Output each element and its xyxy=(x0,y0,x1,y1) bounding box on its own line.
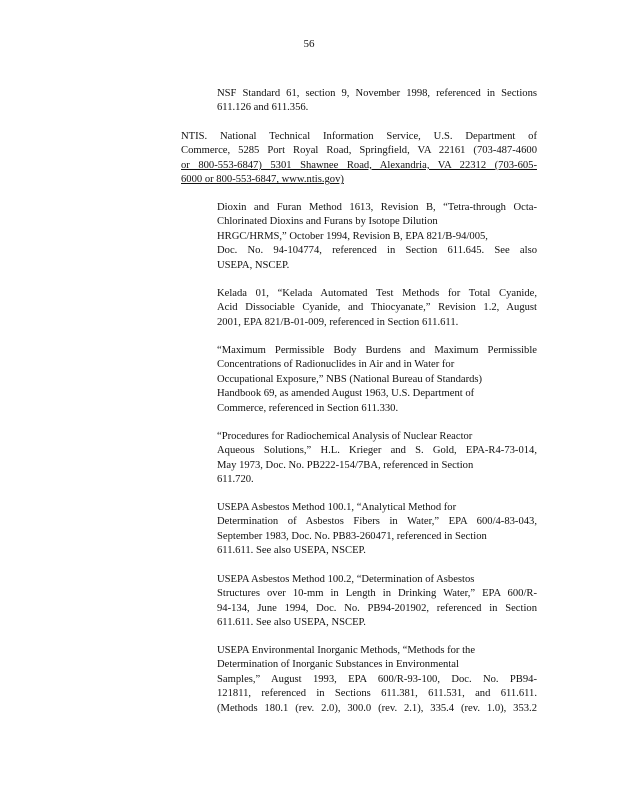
reference-line: Handbook 69, as amended August 1963, U.S. Department of xyxy=(217,388,475,400)
reference-line: 611.611. See also USEPA, NSCEP. xyxy=(217,545,366,557)
reference-line: HRGC/HRMS,” October 1994, Revision B, EPA 821/B-94/005, xyxy=(217,230,488,242)
reference-line: USEPA Asbestos Method 100.1, “Analytical Method for xyxy=(217,502,457,513)
page-number: 56 xyxy=(303,38,315,50)
reference-line: September 1983, Doc. No. PB83-260471, referenced in Section xyxy=(217,530,487,542)
reference-line: 611.126 and 611.356. xyxy=(217,102,309,114)
reference-line: Kelada 01, “Kelada Automated Test Methods for Total Cyanide, xyxy=(217,288,537,299)
reference-line: Commerce, 5285 Port Royal Road, Springfield, VA 22161 (703-487-4600 xyxy=(181,145,537,157)
reference-nsf-standard-61 xyxy=(217,87,537,116)
reference-line: 94-134, June 1994, Doc. No. PB94-201902, referenced in Section xyxy=(217,602,537,614)
reference-line: Aqueous Solutions,” H.L. Krieger and S. Gold, EPA-R4-73-014, xyxy=(217,445,537,457)
reference-line: Chlorinated Dioxins and Furans by Isotope Dilution xyxy=(217,216,438,228)
reference-line: Determination of Asbestos Fibers in Water,” EPA 600/4-83-043, xyxy=(217,516,537,528)
reference-line: USEPA Environmental Inorganic Methods, “Methods for the xyxy=(217,645,476,656)
reference-line: Concentrations of Radionuclides in Air and in Water for xyxy=(217,359,455,371)
reference-ntis xyxy=(181,130,537,188)
reference-line: 121811, referenced in Sections 611.381, 611.531, and 611.611. xyxy=(217,688,537,700)
reference-line: or 800-553-6847) 5301 Shawnee Road, Alexandria, VA 22312 (703-605- xyxy=(181,159,537,171)
reference-usepa-asbestos-100-2 xyxy=(217,573,537,631)
reference-usepa-environmental-inorganic xyxy=(217,644,537,716)
reference-line: Doc. No. 94-104774, referenced in Section 611.645. See also xyxy=(217,245,537,257)
reference-line: (Methods 180.1 (rev. 2.0), 300.0 (rev. 2.1), 335.4 (rev. 1.0), 353.2 xyxy=(217,702,537,714)
reference-line: Occupational Exposure,” NBS (National Bureau of Standards) xyxy=(217,373,483,385)
reference-dioxin-furan-1613 xyxy=(217,201,537,273)
reference-line: Dioxin and Furan Method 1613, Revision B, “Tetra-through Octa- xyxy=(217,202,537,213)
reference-procedures-radiochemical xyxy=(217,430,537,488)
reference-usepa-asbestos-100-1 xyxy=(217,501,537,559)
reference-line: Acid Dissociable Cyanide, and Thiocyanate,” Revision 1.2, August xyxy=(217,302,537,314)
reference-line: Samples,” August 1993, EPA 600/R-93-100, Doc. No. PB94- xyxy=(217,673,537,685)
reference-line: NTIS. National Technical Information Service, U.S. Department of xyxy=(181,131,537,142)
reference-line: USEPA Asbestos Method 100.2, “Determination of Asbestos xyxy=(217,574,475,585)
reference-line: USEPA, NSCEP. xyxy=(217,259,290,271)
reference-line: “Procedures for Radiochemical Analysis of Nuclear Reactor xyxy=(217,431,473,442)
reference-line: Structures over 10-mm in Length in Drinking Water,” EPA 600/R- xyxy=(217,588,537,600)
reference-line: 611.720. xyxy=(217,474,254,486)
reference-line: 6000 or 800-553-6847, www.ntis.gov) xyxy=(181,174,344,186)
reference-line: “Maximum Permissible Body Burdens and Maximum Permissible xyxy=(217,345,537,356)
reference-line: May 1973, Doc. No. PB222-154/7BA, referenced in Section xyxy=(217,459,474,471)
reference-line: 611.611. See also USEPA, NSCEP. xyxy=(217,617,366,629)
reference-line: Determination of Inorganic Substances in Environmental xyxy=(217,659,459,671)
reference-line: 2001, EPA 821/B-01-009, referenced in Section 611.611. xyxy=(217,316,459,328)
reference-max-permissible-body-burdens xyxy=(217,344,537,416)
reference-kelada-01 xyxy=(217,287,537,330)
reference-line: Commerce, referenced in Section 611.330. xyxy=(217,402,399,414)
reference-line: NSF Standard 61, section 9, November 1998, referenced in Sections xyxy=(217,88,537,99)
